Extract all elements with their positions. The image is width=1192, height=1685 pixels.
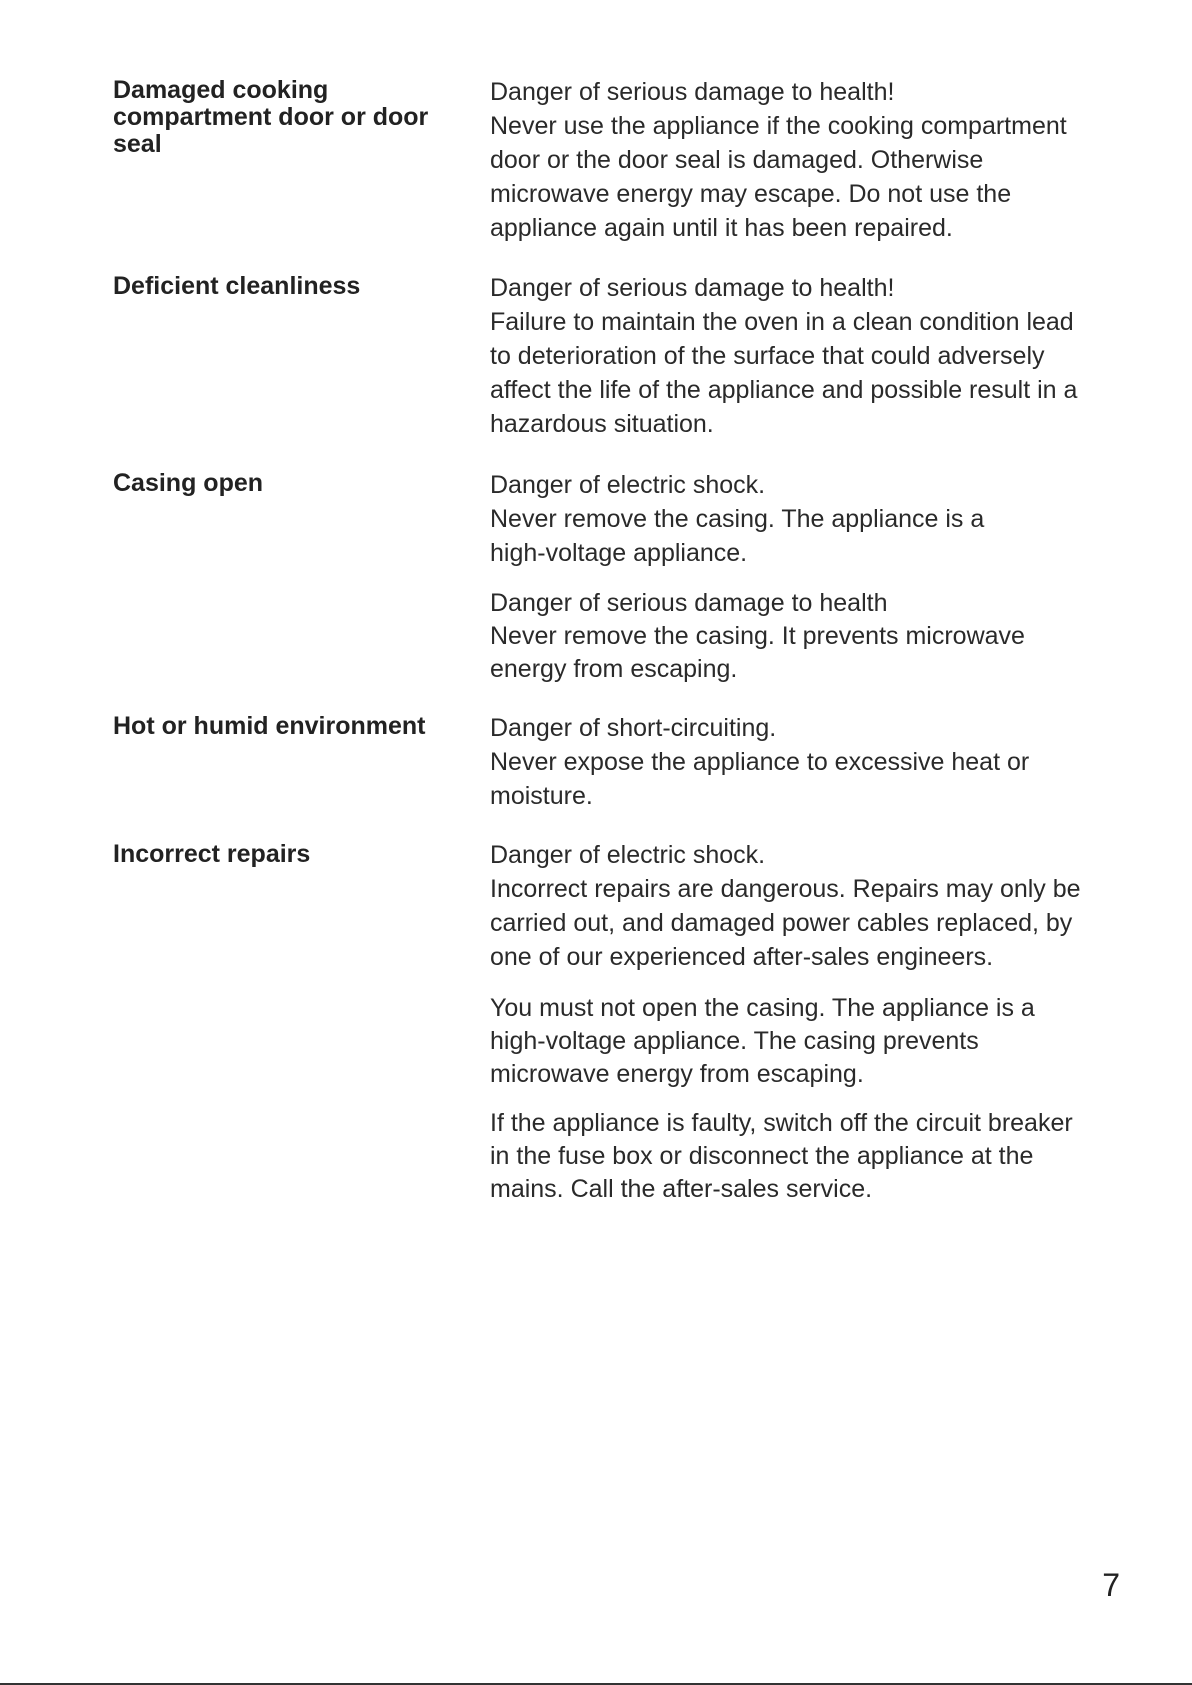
term-hot-humid	[113, 713, 473, 740]
desc-line: door or the door seal is damaged. Otherwise	[490, 146, 984, 174]
desc-line: microwave energy from escaping.	[490, 1060, 864, 1088]
desc-line: energy from escaping.	[490, 655, 738, 683]
desc-line: moisture.	[490, 782, 593, 810]
term-line: Casing open	[113, 469, 264, 497]
desc-line: to deterioration of the surface that could adversely	[490, 342, 1045, 370]
term-deficient-cleanliness	[113, 273, 473, 300]
term-line: Deficient cleanliness	[113, 272, 361, 300]
term-line: Incorrect repairs	[113, 840, 311, 868]
desc-line: Danger of electric shock.	[490, 841, 766, 869]
desc-line: Never remove the casing. It prevents microwave	[490, 622, 1025, 650]
desc-line: microwave energy may escape. Do not use the	[490, 180, 1012, 208]
desc-line: Danger of serious damage to health!	[490, 274, 895, 302]
desc-line: Danger of serious damage to health	[490, 589, 888, 617]
term-incorrect-repairs	[113, 841, 473, 868]
desc-line: Danger of short-circuiting.	[490, 714, 777, 742]
desc-line: Never expose the appliance to excessive heat or	[490, 748, 1030, 776]
term-line: Hot or humid environment	[113, 712, 426, 740]
desc-casing-open-2	[490, 587, 1120, 686]
desc-deficient-cleanliness	[490, 271, 1120, 441]
desc-line: high-voltage appliance. The casing prevents	[490, 1027, 979, 1055]
desc-line: hazardous situation.	[490, 410, 714, 438]
desc-incorrect-repairs-3	[490, 1107, 1120, 1206]
desc-line: Danger of electric shock.	[490, 471, 766, 499]
desc-line: You must not open the casing. The appliance is a	[490, 994, 1035, 1022]
desc-damaged-door	[490, 75, 1120, 245]
desc-line: Never use the appliance if the cooking compartment	[490, 112, 1067, 140]
desc-incorrect-repairs-1	[490, 838, 1120, 974]
desc-line: in the fuse box or disconnect the appliance at the	[490, 1142, 1034, 1170]
desc-line: high-voltage appliance.	[490, 539, 748, 567]
desc-line: affect the life of the appliance and possible result in a	[490, 376, 1078, 404]
desc-line: mains. Call the after-sales service.	[490, 1175, 873, 1203]
desc-line: Failure to maintain the oven in a clean condition lead	[490, 308, 1074, 336]
term-damaged-door	[113, 77, 473, 158]
desc-line: Danger of serious damage to health!	[490, 78, 895, 106]
desc-line: appliance again until it has been repaired.	[490, 214, 953, 242]
desc-line: Never remove the casing. The appliance is a	[490, 505, 985, 533]
desc-line: If the appliance is faulty, switch off the circuit breaker	[490, 1109, 1073, 1137]
term-casing-open	[113, 470, 473, 497]
page-number: 7	[1102, 1567, 1120, 1603]
desc-line: Incorrect repairs are dangerous. Repairs may only be	[490, 875, 1081, 903]
term-line: Damaged cooking	[113, 76, 329, 104]
desc-line: one of our experienced after-sales engineers.	[490, 943, 994, 971]
desc-casing-open-1	[490, 468, 1120, 570]
desc-line: carried out, and damaged power cables replaced, by	[490, 909, 1073, 937]
desc-incorrect-repairs-2	[490, 992, 1120, 1091]
desc-hot-humid	[490, 711, 1120, 813]
term-line: seal	[113, 130, 162, 158]
term-line: compartment door or door	[113, 103, 429, 131]
